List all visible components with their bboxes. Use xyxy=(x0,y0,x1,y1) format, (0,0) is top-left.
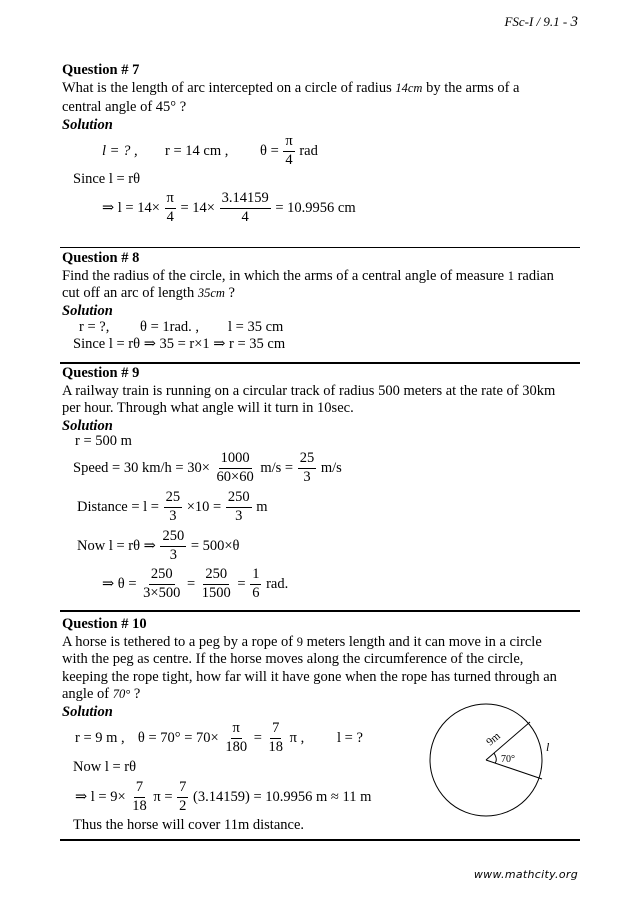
question-9 xyxy=(62,365,580,435)
question-text: keeping the rope tight, how far will it have gone when the rope has turned through an xyxy=(62,668,557,685)
given-values: r = ?, xyxy=(79,319,110,335)
question-title: Question # 7 xyxy=(62,62,140,78)
angle-arc xyxy=(494,753,496,763)
question-text: central angle of 45° ? xyxy=(62,99,187,115)
radius-label: 9m xyxy=(484,730,503,749)
solution-heading: Solution xyxy=(62,116,113,133)
question-title: Question # 10 xyxy=(62,616,147,632)
question-text: A railway train is running on a circular track of radius 500 meters at the rate of 30km xyxy=(62,382,556,399)
calculation-line: ⇒ l = 14× $\frac{\pi}{4}$ = 14× $\frac{3.14159}{4}$ = 10.9956 cm xyxy=(102,190,356,225)
divider xyxy=(60,247,580,248)
given-values: r = 500 m xyxy=(75,433,132,449)
formula-line: Since l = rθ xyxy=(73,171,141,187)
question-text: per hour. Through what angle will it turn in 10sec. xyxy=(62,400,354,416)
given-values: l = ? xyxy=(337,730,363,746)
footer-url: www.mathcity.org xyxy=(473,868,578,881)
question-text: cut off an arc of length 35cm ? xyxy=(62,285,235,301)
formula-line: Now l = rθ xyxy=(73,759,137,775)
arc-label: l xyxy=(546,740,550,754)
page-header: FSc-I / 9.1 - 3 xyxy=(504,14,578,30)
question-title: Question # 8 xyxy=(62,250,140,266)
now-line: Now l = rθ ⇒ $\frac{250}{3}$ = 500×θ xyxy=(77,528,240,563)
divider xyxy=(60,610,580,612)
page-number: 3 xyxy=(570,14,578,30)
question-7 xyxy=(62,62,580,134)
speed-line: Speed = 30 km/h = 30× $\frac{1000}{60\times 60}$ m/s = $\frac{25}{3}$ m/s xyxy=(73,450,342,485)
solution-heading: Solution xyxy=(62,302,113,319)
distance-line: Distance = l = $\frac{25}{3}$ ×10 = $\frac{250}{3}$ m xyxy=(77,489,268,524)
question-text: What is the length of arc intercepted on a circle of radius 14cm by the arms of a xyxy=(62,79,520,96)
question-title: Question # 9 xyxy=(62,365,140,381)
result-line: ⇒ θ = $\frac{250}{3\times 500}$ = $\frac{250}{1500}$ = $\frac{1}{6}$ rad. xyxy=(102,566,289,601)
given-values: l = 35 cm xyxy=(228,319,284,335)
given-values: r = 9 m , θ = 70° = 70× $\frac{\pi}{180}$ = $\frac{7}{18}$ π , xyxy=(75,720,305,755)
fraction: $\frac{\pi}{4}$ xyxy=(285,133,293,168)
given-values: l = ? , xyxy=(102,143,138,159)
circle-diagram-svg xyxy=(424,700,554,820)
angle-label: 70° xyxy=(501,754,515,765)
circle-diagram xyxy=(424,700,554,825)
given-values: θ = 1rad. , xyxy=(140,319,200,335)
calculation-line: Since l = rθ ⇒ 35 = r×1 ⇒ r = 35 cm xyxy=(73,336,286,352)
given-values: r = 14 cm , xyxy=(165,143,229,159)
given-values: θ = $\frac{\pi}{4}$ rad xyxy=(260,133,318,168)
solution-heading: Solution xyxy=(62,417,113,434)
divider xyxy=(60,839,580,841)
question-text: with the peg as centre. If the horse moves along the circumference of the circle, xyxy=(62,651,524,667)
divider xyxy=(60,362,580,364)
question-8 xyxy=(62,250,580,320)
question-text: Find the radius of the circle, in which the arms of a central angle of measure 1 radian xyxy=(62,267,554,284)
conclusion-text: Thus the horse will cover 11m distance. xyxy=(73,817,305,833)
question-text: angle of 70° ? xyxy=(62,686,141,702)
question-text: A horse is tethered to a peg by a rope of 9 meters length and it can move in a circle xyxy=(62,633,542,650)
solution-heading: Solution xyxy=(62,703,113,720)
calculation-line: ⇒ l = 9× $\frac{7}{18}$ π = $\frac{7}{2}$ (3.14159) = 10.9956 m ≈ 11 m xyxy=(75,779,372,814)
